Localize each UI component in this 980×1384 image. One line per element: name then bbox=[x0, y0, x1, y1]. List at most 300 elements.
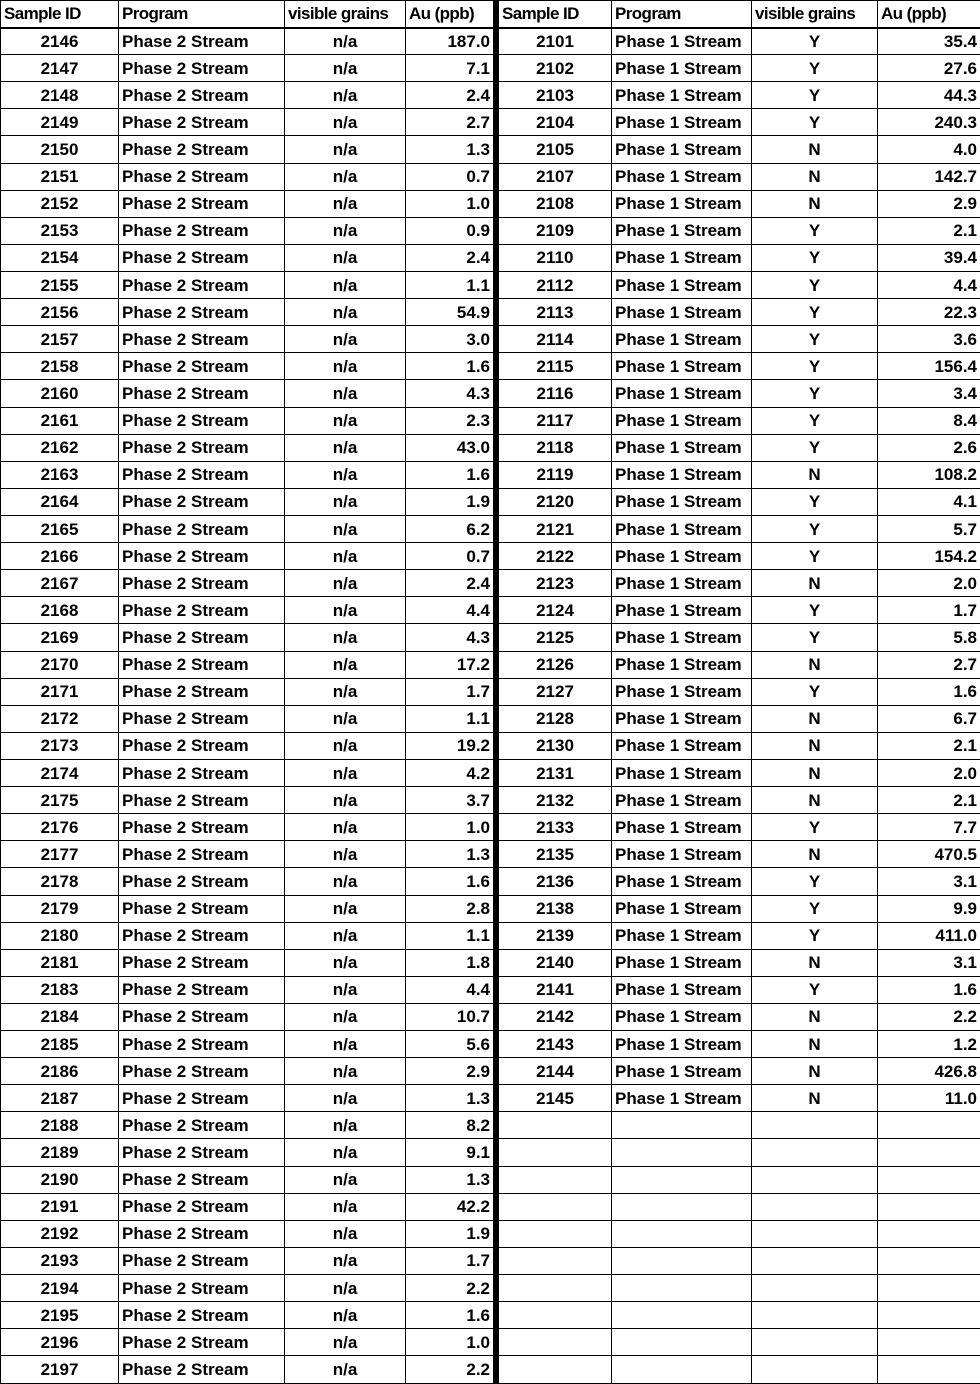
program-cell[interactable]: Phase 2 Stream bbox=[119, 461, 285, 488]
program-cell[interactable]: Phase 1 Stream bbox=[612, 732, 752, 759]
visible-grains-cell[interactable]: Y bbox=[752, 515, 878, 542]
program-cell[interactable]: Phase 1 Stream bbox=[612, 895, 752, 922]
sample-id-cell[interactable]: 2124 bbox=[499, 597, 612, 624]
sample-id-cell[interactable]: 2169 bbox=[1, 624, 119, 651]
au-ppb-cell[interactable]: 4.4 bbox=[406, 976, 494, 1003]
program-cell[interactable]: Phase 1 Stream bbox=[612, 109, 752, 136]
au-ppb-cell[interactable] bbox=[878, 1220, 980, 1247]
au-ppb-cell[interactable]: 43.0 bbox=[406, 434, 494, 461]
sample-id-cell[interactable]: 2103 bbox=[499, 82, 612, 109]
sample-id-cell[interactable]: 2167 bbox=[1, 570, 119, 597]
au-ppb-cell[interactable]: 1.0 bbox=[406, 1329, 494, 1356]
au-ppb-cell[interactable]: 2.4 bbox=[406, 570, 494, 597]
program-cell[interactable]: Phase 1 Stream bbox=[612, 136, 752, 163]
au-ppb-cell[interactable]: 2.3 bbox=[406, 407, 494, 434]
sample-id-cell[interactable]: 2128 bbox=[499, 705, 612, 732]
sample-id-cell[interactable]: 2155 bbox=[1, 271, 119, 298]
program-cell[interactable]: Phase 2 Stream bbox=[119, 353, 285, 380]
sample-id-cell[interactable]: 2174 bbox=[1, 759, 119, 786]
program-cell[interactable]: Phase 2 Stream bbox=[119, 488, 285, 515]
visible-grains-cell[interactable]: n/a bbox=[285, 1058, 406, 1085]
visible-grains-cell[interactable]: Y bbox=[752, 55, 878, 82]
sample-id-cell[interactable]: 2142 bbox=[499, 1003, 612, 1030]
visible-grains-cell[interactable] bbox=[752, 1139, 878, 1166]
au-ppb-cell[interactable]: 1.3 bbox=[406, 1085, 494, 1112]
au-ppb-cell[interactable]: 3.7 bbox=[406, 787, 494, 814]
sample-id-cell[interactable]: 2197 bbox=[1, 1356, 119, 1384]
au-ppb-cell[interactable]: 1.3 bbox=[406, 841, 494, 868]
visible-grains-cell[interactable]: n/a bbox=[285, 299, 406, 326]
program-cell[interactable]: Phase 2 Stream bbox=[119, 570, 285, 597]
visible-grains-cell[interactable]: n/a bbox=[285, 1139, 406, 1166]
au-ppb-cell[interactable]: 1.1 bbox=[406, 271, 494, 298]
sample-id-cell[interactable]: 2127 bbox=[499, 678, 612, 705]
visible-grains-cell[interactable] bbox=[752, 1220, 878, 1247]
sample-id-cell[interactable]: 2112 bbox=[499, 271, 612, 298]
visible-grains-cell[interactable]: n/a bbox=[285, 55, 406, 82]
sample-id-cell[interactable] bbox=[499, 1139, 612, 1166]
program-cell[interactable] bbox=[612, 1247, 752, 1274]
au-ppb-cell[interactable]: 1.6 bbox=[878, 678, 980, 705]
program-cell[interactable]: Phase 1 Stream bbox=[612, 353, 752, 380]
program-cell[interactable]: Phase 2 Stream bbox=[119, 109, 285, 136]
program-cell[interactable]: Phase 2 Stream bbox=[119, 28, 285, 55]
visible-grains-cell[interactable]: n/a bbox=[285, 570, 406, 597]
sample-id-cell[interactable]: 2102 bbox=[499, 55, 612, 82]
program-cell[interactable]: Phase 2 Stream bbox=[119, 1247, 285, 1274]
program-cell[interactable]: Phase 2 Stream bbox=[119, 732, 285, 759]
program-cell[interactable]: Phase 2 Stream bbox=[119, 787, 285, 814]
visible-grains-cell[interactable]: n/a bbox=[285, 271, 406, 298]
sample-id-cell[interactable]: 2163 bbox=[1, 461, 119, 488]
program-cell[interactable]: Phase 1 Stream bbox=[612, 868, 752, 895]
program-cell[interactable]: Phase 1 Stream bbox=[612, 1003, 752, 1030]
au-ppb-cell[interactable]: 1.3 bbox=[406, 1166, 494, 1193]
visible-grains-cell[interactable]: n/a bbox=[285, 380, 406, 407]
sample-id-cell[interactable]: 2173 bbox=[1, 732, 119, 759]
au-ppb-cell[interactable]: 6.7 bbox=[878, 705, 980, 732]
visible-grains-cell[interactable]: n/a bbox=[285, 651, 406, 678]
program-cell[interactable] bbox=[612, 1302, 752, 1329]
visible-grains-cell[interactable]: n/a bbox=[285, 461, 406, 488]
visible-grains-cell[interactable]: n/a bbox=[285, 732, 406, 759]
au-ppb-cell[interactable]: 2.2 bbox=[406, 1275, 494, 1302]
visible-grains-cell[interactable]: n/a bbox=[285, 1112, 406, 1139]
program-cell[interactable]: Phase 2 Stream bbox=[119, 922, 285, 949]
program-cell[interactable]: Phase 2 Stream bbox=[119, 190, 285, 217]
program-cell[interactable]: Phase 1 Stream bbox=[612, 922, 752, 949]
au-ppb-cell[interactable] bbox=[878, 1247, 980, 1274]
visible-grains-cell[interactable]: Y bbox=[752, 82, 878, 109]
au-ppb-cell[interactable]: 1.7 bbox=[406, 1247, 494, 1274]
au-ppb-cell[interactable]: 3.4 bbox=[878, 380, 980, 407]
visible-grains-cell[interactable]: n/a bbox=[285, 1085, 406, 1112]
program-cell[interactable]: Phase 2 Stream bbox=[119, 82, 285, 109]
visible-grains-cell[interactable]: n/a bbox=[285, 82, 406, 109]
visible-grains-cell[interactable]: n/a bbox=[285, 597, 406, 624]
sample-id-cell[interactable]: 2189 bbox=[1, 1139, 119, 1166]
visible-grains-cell[interactable]: Y bbox=[752, 624, 878, 651]
header-au-ppb[interactable]: Au (ppb) bbox=[406, 1, 494, 28]
program-cell[interactable] bbox=[612, 1329, 752, 1356]
visible-grains-cell[interactable]: N bbox=[752, 651, 878, 678]
visible-grains-cell[interactable]: Y bbox=[752, 922, 878, 949]
sample-id-cell[interactable]: 2125 bbox=[499, 624, 612, 651]
au-ppb-cell[interactable]: 1.7 bbox=[406, 678, 494, 705]
program-cell[interactable] bbox=[612, 1166, 752, 1193]
au-ppb-cell[interactable]: 2.7 bbox=[878, 651, 980, 678]
program-cell[interactable]: Phase 2 Stream bbox=[119, 624, 285, 651]
program-cell[interactable]: Phase 2 Stream bbox=[119, 1329, 285, 1356]
program-cell[interactable]: Phase 2 Stream bbox=[119, 759, 285, 786]
program-cell[interactable]: Phase 1 Stream bbox=[612, 597, 752, 624]
program-cell[interactable]: Phase 1 Stream bbox=[612, 461, 752, 488]
program-cell[interactable]: Phase 1 Stream bbox=[612, 163, 752, 190]
visible-grains-cell[interactable]: Y bbox=[752, 488, 878, 515]
visible-grains-cell[interactable]: Y bbox=[752, 976, 878, 1003]
program-cell[interactable]: Phase 2 Stream bbox=[119, 895, 285, 922]
sample-id-cell[interactable]: 2118 bbox=[499, 434, 612, 461]
header-program[interactable]: Program bbox=[612, 1, 752, 28]
visible-grains-cell[interactable]: Y bbox=[752, 380, 878, 407]
sample-id-cell[interactable]: 2113 bbox=[499, 299, 612, 326]
visible-grains-cell[interactable]: N bbox=[752, 949, 878, 976]
sample-id-cell[interactable]: 2175 bbox=[1, 787, 119, 814]
au-ppb-cell[interactable]: 411.0 bbox=[878, 922, 980, 949]
visible-grains-cell[interactable]: N bbox=[752, 1058, 878, 1085]
program-cell[interactable]: Phase 1 Stream bbox=[612, 1085, 752, 1112]
au-ppb-cell[interactable]: 19.2 bbox=[406, 732, 494, 759]
visible-grains-cell[interactable]: Y bbox=[752, 543, 878, 570]
au-ppb-cell[interactable]: 3.1 bbox=[878, 868, 980, 895]
program-cell[interactable]: Phase 2 Stream bbox=[119, 271, 285, 298]
au-ppb-cell[interactable] bbox=[878, 1302, 980, 1329]
visible-grains-cell[interactable]: Y bbox=[752, 299, 878, 326]
visible-grains-cell[interactable]: Y bbox=[752, 353, 878, 380]
sample-id-cell[interactable]: 2153 bbox=[1, 217, 119, 244]
program-cell[interactable]: Phase 1 Stream bbox=[612, 570, 752, 597]
au-ppb-cell[interactable] bbox=[878, 1193, 980, 1220]
sample-id-cell[interactable]: 2107 bbox=[499, 163, 612, 190]
sample-id-cell[interactable] bbox=[499, 1193, 612, 1220]
sample-id-cell[interactable]: 2180 bbox=[1, 922, 119, 949]
sample-id-cell[interactable]: 2165 bbox=[1, 515, 119, 542]
program-cell[interactable] bbox=[612, 1112, 752, 1139]
au-ppb-cell[interactable]: 187.0 bbox=[406, 28, 494, 55]
sample-id-cell[interactable]: 2192 bbox=[1, 1220, 119, 1247]
sample-id-cell[interactable]: 2109 bbox=[499, 217, 612, 244]
au-ppb-cell[interactable] bbox=[878, 1112, 980, 1139]
program-cell[interactable]: Phase 2 Stream bbox=[119, 1058, 285, 1085]
visible-grains-cell[interactable]: n/a bbox=[285, 624, 406, 651]
program-cell[interactable]: Phase 2 Stream bbox=[119, 244, 285, 271]
sample-id-cell[interactable]: 2140 bbox=[499, 949, 612, 976]
visible-grains-cell[interactable]: Y bbox=[752, 244, 878, 271]
program-cell[interactable]: Phase 1 Stream bbox=[612, 488, 752, 515]
visible-grains-cell[interactable]: n/a bbox=[285, 1031, 406, 1058]
sample-id-cell[interactable]: 2177 bbox=[1, 841, 119, 868]
program-cell[interactable]: Phase 2 Stream bbox=[119, 1139, 285, 1166]
au-ppb-cell[interactable]: 154.2 bbox=[878, 543, 980, 570]
au-ppb-cell[interactable]: 1.6 bbox=[878, 976, 980, 1003]
au-ppb-cell[interactable]: 1.6 bbox=[406, 461, 494, 488]
au-ppb-cell[interactable]: 2.6 bbox=[878, 434, 980, 461]
visible-grains-cell[interactable]: N bbox=[752, 732, 878, 759]
au-ppb-cell[interactable]: 4.3 bbox=[406, 624, 494, 651]
sample-id-cell[interactable]: 2187 bbox=[1, 1085, 119, 1112]
visible-grains-cell[interactable]: n/a bbox=[285, 190, 406, 217]
visible-grains-cell[interactable]: n/a bbox=[285, 678, 406, 705]
au-ppb-cell[interactable]: 1.7 bbox=[878, 597, 980, 624]
sample-id-cell[interactable]: 2136 bbox=[499, 868, 612, 895]
sample-id-cell[interactable]: 2172 bbox=[1, 705, 119, 732]
au-ppb-cell[interactable]: 3.0 bbox=[406, 326, 494, 353]
program-cell[interactable]: Phase 2 Stream bbox=[119, 1085, 285, 1112]
au-ppb-cell[interactable]: 156.4 bbox=[878, 353, 980, 380]
visible-grains-cell[interactable]: Y bbox=[752, 434, 878, 461]
au-ppb-cell[interactable] bbox=[878, 1356, 980, 1384]
au-ppb-cell[interactable]: 1.6 bbox=[406, 868, 494, 895]
visible-grains-cell[interactable]: n/a bbox=[285, 814, 406, 841]
sample-id-cell[interactable]: 2130 bbox=[499, 732, 612, 759]
sample-id-cell[interactable]: 2154 bbox=[1, 244, 119, 271]
program-cell[interactable]: Phase 1 Stream bbox=[612, 543, 752, 570]
visible-grains-cell[interactable]: n/a bbox=[285, 217, 406, 244]
visible-grains-cell[interactable]: N bbox=[752, 570, 878, 597]
visible-grains-cell[interactable]: N bbox=[752, 841, 878, 868]
sample-id-cell[interactable]: 2101 bbox=[499, 28, 612, 55]
visible-grains-cell[interactable]: n/a bbox=[285, 244, 406, 271]
sample-id-cell[interactable]: 2138 bbox=[499, 895, 612, 922]
program-cell[interactable]: Phase 2 Stream bbox=[119, 1031, 285, 1058]
visible-grains-cell[interactable] bbox=[752, 1356, 878, 1384]
sample-id-cell[interactable]: 2115 bbox=[499, 353, 612, 380]
sample-id-cell[interactable]: 2144 bbox=[499, 1058, 612, 1085]
sample-id-cell[interactable]: 2114 bbox=[499, 326, 612, 353]
visible-grains-cell[interactable]: N bbox=[752, 1003, 878, 1030]
sample-id-cell[interactable]: 2157 bbox=[1, 326, 119, 353]
sample-id-cell[interactable]: 2194 bbox=[1, 1275, 119, 1302]
sample-id-cell[interactable]: 2184 bbox=[1, 1003, 119, 1030]
visible-grains-cell[interactable]: Y bbox=[752, 326, 878, 353]
au-ppb-cell[interactable]: 9.1 bbox=[406, 1139, 494, 1166]
program-cell[interactable]: Phase 1 Stream bbox=[612, 407, 752, 434]
program-cell[interactable]: Phase 2 Stream bbox=[119, 1003, 285, 1030]
au-ppb-cell[interactable]: 42.2 bbox=[406, 1193, 494, 1220]
program-cell[interactable]: Phase 1 Stream bbox=[612, 1058, 752, 1085]
au-ppb-cell[interactable]: 142.7 bbox=[878, 163, 980, 190]
program-cell[interactable]: Phase 2 Stream bbox=[119, 678, 285, 705]
program-cell[interactable]: Phase 2 Stream bbox=[119, 163, 285, 190]
au-ppb-cell[interactable]: 2.0 bbox=[878, 570, 980, 597]
au-ppb-cell[interactable]: 10.7 bbox=[406, 1003, 494, 1030]
visible-grains-cell[interactable]: n/a bbox=[285, 543, 406, 570]
sample-id-cell[interactable]: 2179 bbox=[1, 895, 119, 922]
au-ppb-cell[interactable]: 426.8 bbox=[878, 1058, 980, 1085]
sample-id-cell[interactable]: 2147 bbox=[1, 55, 119, 82]
sample-id-cell[interactable]: 2164 bbox=[1, 488, 119, 515]
visible-grains-cell[interactable]: n/a bbox=[285, 326, 406, 353]
sample-id-cell[interactable]: 2152 bbox=[1, 190, 119, 217]
au-ppb-cell[interactable]: 1.0 bbox=[406, 190, 494, 217]
program-cell[interactable]: Phase 2 Stream bbox=[119, 326, 285, 353]
au-ppb-cell[interactable]: 7.7 bbox=[878, 814, 980, 841]
sample-id-cell[interactable] bbox=[499, 1166, 612, 1193]
au-ppb-cell[interactable] bbox=[878, 1166, 980, 1193]
sample-id-cell[interactable]: 2183 bbox=[1, 976, 119, 1003]
au-ppb-cell[interactable]: 8.2 bbox=[406, 1112, 494, 1139]
header-visible-grains[interactable]: visible grains bbox=[285, 1, 406, 28]
visible-grains-cell[interactable]: n/a bbox=[285, 1003, 406, 1030]
au-ppb-cell[interactable]: 2.4 bbox=[406, 82, 494, 109]
program-cell[interactable]: Phase 2 Stream bbox=[119, 136, 285, 163]
visible-grains-cell[interactable]: n/a bbox=[285, 515, 406, 542]
sample-id-cell[interactable]: 2185 bbox=[1, 1031, 119, 1058]
sample-id-cell[interactable]: 2166 bbox=[1, 543, 119, 570]
au-ppb-cell[interactable]: 1.6 bbox=[406, 353, 494, 380]
program-cell[interactable]: Phase 1 Stream bbox=[612, 434, 752, 461]
sample-id-cell[interactable]: 2141 bbox=[499, 976, 612, 1003]
visible-grains-cell[interactable] bbox=[752, 1193, 878, 1220]
program-cell[interactable]: Phase 1 Stream bbox=[612, 299, 752, 326]
program-cell[interactable]: Phase 1 Stream bbox=[612, 82, 752, 109]
sample-id-cell[interactable] bbox=[499, 1247, 612, 1274]
visible-grains-cell[interactable]: Y bbox=[752, 407, 878, 434]
visible-grains-cell[interactable]: Y bbox=[752, 28, 878, 55]
visible-grains-cell[interactable]: n/a bbox=[285, 895, 406, 922]
visible-grains-cell[interactable]: n/a bbox=[285, 1166, 406, 1193]
au-ppb-cell[interactable]: 17.2 bbox=[406, 651, 494, 678]
au-ppb-cell[interactable]: 2.0 bbox=[878, 759, 980, 786]
sample-id-cell[interactable]: 2186 bbox=[1, 1058, 119, 1085]
program-cell[interactable]: Phase 1 Stream bbox=[612, 217, 752, 244]
visible-grains-cell[interactable] bbox=[752, 1329, 878, 1356]
sample-id-cell[interactable]: 2116 bbox=[499, 380, 612, 407]
visible-grains-cell[interactable]: n/a bbox=[285, 136, 406, 163]
visible-grains-cell[interactable]: Y bbox=[752, 868, 878, 895]
sample-id-cell[interactable]: 2146 bbox=[1, 28, 119, 55]
program-cell[interactable] bbox=[612, 1220, 752, 1247]
sample-id-cell[interactable]: 2105 bbox=[499, 136, 612, 163]
visible-grains-cell[interactable]: n/a bbox=[285, 949, 406, 976]
sample-id-cell[interactable] bbox=[499, 1329, 612, 1356]
visible-grains-cell[interactable]: Y bbox=[752, 895, 878, 922]
au-ppb-cell[interactable]: 1.2 bbox=[878, 1031, 980, 1058]
sample-id-cell[interactable]: 2171 bbox=[1, 678, 119, 705]
visible-grains-cell[interactable]: Y bbox=[752, 217, 878, 244]
program-cell[interactable]: Phase 1 Stream bbox=[612, 1031, 752, 1058]
program-cell[interactable] bbox=[612, 1193, 752, 1220]
program-cell[interactable]: Phase 1 Stream bbox=[612, 651, 752, 678]
program-cell[interactable]: Phase 1 Stream bbox=[612, 380, 752, 407]
sample-id-cell[interactable]: 2150 bbox=[1, 136, 119, 163]
visible-grains-cell[interactable]: n/a bbox=[285, 1356, 406, 1384]
au-ppb-cell[interactable]: 2.1 bbox=[878, 787, 980, 814]
program-cell[interactable]: Phase 1 Stream bbox=[612, 55, 752, 82]
au-ppb-cell[interactable]: 22.3 bbox=[878, 299, 980, 326]
header-program[interactable]: Program bbox=[119, 1, 285, 28]
sample-id-cell[interactable] bbox=[499, 1275, 612, 1302]
program-cell[interactable] bbox=[612, 1356, 752, 1384]
program-cell[interactable]: Phase 2 Stream bbox=[119, 434, 285, 461]
program-cell[interactable]: Phase 1 Stream bbox=[612, 841, 752, 868]
sample-id-cell[interactable]: 2126 bbox=[499, 651, 612, 678]
program-cell[interactable]: Phase 1 Stream bbox=[612, 515, 752, 542]
visible-grains-cell[interactable]: n/a bbox=[285, 1193, 406, 1220]
au-ppb-cell[interactable] bbox=[878, 1329, 980, 1356]
sample-id-cell[interactable]: 2170 bbox=[1, 651, 119, 678]
program-cell[interactable]: Phase 1 Stream bbox=[612, 244, 752, 271]
sample-id-cell[interactable]: 2160 bbox=[1, 380, 119, 407]
au-ppb-cell[interactable]: 44.3 bbox=[878, 82, 980, 109]
visible-grains-cell[interactable]: N bbox=[752, 705, 878, 732]
au-ppb-cell[interactable]: 5.7 bbox=[878, 515, 980, 542]
program-cell[interactable]: Phase 2 Stream bbox=[119, 814, 285, 841]
sample-id-cell[interactable] bbox=[499, 1220, 612, 1247]
au-ppb-cell[interactable]: 1.3 bbox=[406, 136, 494, 163]
program-cell[interactable]: Phase 2 Stream bbox=[119, 1275, 285, 1302]
program-cell[interactable]: Phase 2 Stream bbox=[119, 1166, 285, 1193]
visible-grains-cell[interactable]: Y bbox=[752, 814, 878, 841]
program-cell[interactable]: Phase 2 Stream bbox=[119, 1302, 285, 1329]
sample-id-cell[interactable] bbox=[499, 1302, 612, 1329]
sample-id-cell[interactable]: 2133 bbox=[499, 814, 612, 841]
sample-id-cell[interactable]: 2131 bbox=[499, 759, 612, 786]
visible-grains-cell[interactable]: N bbox=[752, 1085, 878, 1112]
program-cell[interactable]: Phase 2 Stream bbox=[119, 1193, 285, 1220]
sample-id-cell[interactable]: 2143 bbox=[499, 1031, 612, 1058]
program-cell[interactable]: Phase 2 Stream bbox=[119, 380, 285, 407]
sample-id-cell[interactable]: 2148 bbox=[1, 82, 119, 109]
visible-grains-cell[interactable]: n/a bbox=[285, 28, 406, 55]
visible-grains-cell[interactable]: n/a bbox=[285, 1220, 406, 1247]
au-ppb-cell[interactable]: 6.2 bbox=[406, 515, 494, 542]
header-sample-id[interactable]: Sample ID bbox=[499, 1, 612, 28]
program-cell[interactable]: Phase 1 Stream bbox=[612, 976, 752, 1003]
program-cell[interactable]: Phase 2 Stream bbox=[119, 597, 285, 624]
visible-grains-cell[interactable]: Y bbox=[752, 271, 878, 298]
au-ppb-cell[interactable]: 8.4 bbox=[878, 407, 980, 434]
visible-grains-cell[interactable]: n/a bbox=[285, 163, 406, 190]
visible-grains-cell[interactable] bbox=[752, 1302, 878, 1329]
sample-id-cell[interactable]: 2151 bbox=[1, 163, 119, 190]
visible-grains-cell[interactable]: N bbox=[752, 1031, 878, 1058]
visible-grains-cell[interactable]: N bbox=[752, 136, 878, 163]
program-cell[interactable]: Phase 2 Stream bbox=[119, 705, 285, 732]
au-ppb-cell[interactable]: 2.8 bbox=[406, 895, 494, 922]
program-cell[interactable]: Phase 2 Stream bbox=[119, 543, 285, 570]
sample-id-cell[interactable]: 2135 bbox=[499, 841, 612, 868]
au-ppb-cell[interactable]: 240.3 bbox=[878, 109, 980, 136]
program-cell[interactable]: Phase 2 Stream bbox=[119, 407, 285, 434]
au-ppb-cell[interactable]: 11.0 bbox=[878, 1085, 980, 1112]
visible-grains-cell[interactable]: n/a bbox=[285, 922, 406, 949]
visible-grains-cell[interactable] bbox=[752, 1112, 878, 1139]
sample-id-cell[interactable]: 2191 bbox=[1, 1193, 119, 1220]
sample-id-cell[interactable]: 2117 bbox=[499, 407, 612, 434]
au-ppb-cell[interactable]: 4.2 bbox=[406, 759, 494, 786]
visible-grains-cell[interactable]: N bbox=[752, 759, 878, 786]
au-ppb-cell[interactable]: 4.4 bbox=[878, 271, 980, 298]
au-ppb-cell[interactable]: 470.5 bbox=[878, 841, 980, 868]
au-ppb-cell[interactable]: 54.9 bbox=[406, 299, 494, 326]
sample-id-cell[interactable]: 2145 bbox=[499, 1085, 612, 1112]
program-cell[interactable]: Phase 1 Stream bbox=[612, 949, 752, 976]
visible-grains-cell[interactable]: Y bbox=[752, 678, 878, 705]
au-ppb-cell[interactable]: 2.4 bbox=[406, 244, 494, 271]
au-ppb-cell[interactable]: 1.0 bbox=[406, 814, 494, 841]
visible-grains-cell[interactable]: N bbox=[752, 163, 878, 190]
